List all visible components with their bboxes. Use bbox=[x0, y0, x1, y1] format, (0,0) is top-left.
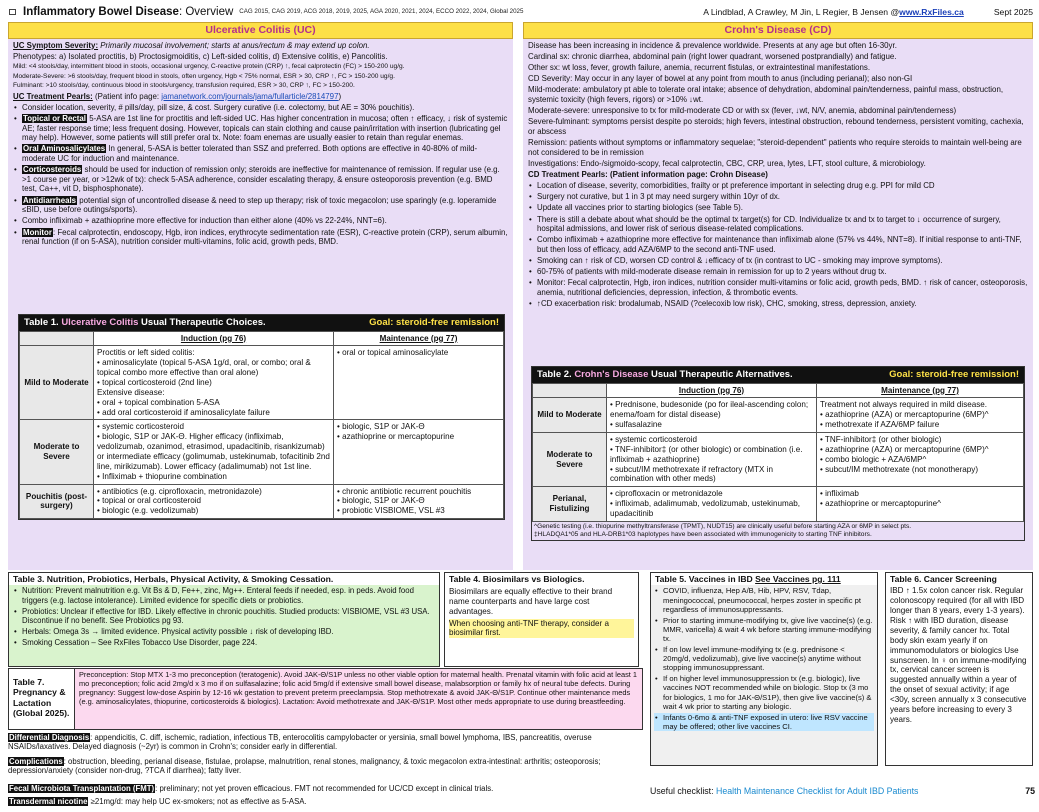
cd-cardinal: Cardinal sx: chronic diarrhea, abdominal pain (right lower quadrant, worsened postprandially) and fatigue. bbox=[528, 51, 897, 61]
table-1-col-maintenance: Maintenance (pg 77) bbox=[334, 331, 504, 346]
uc-pearl-1: • Consider location, severity, # pills/day, pill size, & cost. Surgery curative (i.e. colectomy, but AE = 30% pouchitis). bbox=[13, 103, 508, 113]
header-date: Sept 2025 bbox=[993, 6, 1033, 17]
cd-bullet: • Update all vaccines prior to starting biologics (see Table 5). bbox=[528, 203, 1028, 213]
page-header bbox=[8, 3, 1033, 21]
table-5-item: • Prior to starting immune-modifying tx, give live vaccine(s) (e.g. MMR, varicella) & wait 4 wk before starting immune-modifying tx. bbox=[654, 616, 874, 644]
table-3-item: • Smoking Cessation – See RxFiles Tobacco Use Disorder, page 224. bbox=[13, 638, 435, 648]
cd-bullet: • Location of disease, severity, comorbidities, frailty or pt preference important in selecting drug e.g. PPI for mild CD bbox=[528, 181, 1028, 191]
table-row: Mild to Moderate Proctitis or left sided colitis: • aminosalicylate (topical 5-ASA 1g/d, oral, or combo; oral & topical combo more effective than oral alone) • topical corticosteroid (2nd line) Extensive disease: • oral + topical combination 5-ASA • add oral corticosteroid if aminosalicylate failure • oral or topical aminosalicylate bbox=[20, 346, 504, 420]
cd-investigations: Investigations: Endo-/sigmoido-scopy, fecal calprotectin, CBC, CRP, urea, lytes, LFT, stool culture, & microbiology. bbox=[528, 158, 926, 168]
cd-modsev: Moderate-severe: unresponsive to tx for mild-moderate CD or with sx (fever, ↓wt, N/V, anemia, abdominal pain/tenderness) bbox=[528, 106, 957, 116]
table-row: Perianal, Fistulizing • ciprofloxacin or metronidazole • infliximab, adalimumab, vedolizumab, ustekinumab, upadacitinib • infliximab • azathioprine or mercaptopurine^ bbox=[533, 487, 1024, 522]
table-7 bbox=[8, 668, 643, 730]
cd-pearls: CD Treatment Pearls: (Patient information page: Crohn Disease) bbox=[528, 169, 768, 179]
table-6-text: IBD ↑ 1.5x colon cancer risk. Regular colonoscopy required (for all with IBD longer than 8 years, every 1-3 years). Risk ↑ with IBD duration, disease severity, & family cancer hx. Total body skin exam yearly if on immunomodulators or biologics Use sunscreen. In ♀ on immune-modifying tx, cervical cancer screen is suggested annually within a year of the onset of sexual activity; if age <30y, screen annually x 3 consecutive years before increasing to every 3 years. bbox=[890, 586, 1027, 724]
uc-severity: UC Symptom Severity: Primarily mucosal involvement; starts at anus/rectum & may extend up colon. bbox=[13, 40, 370, 50]
table-3-title: Table 3. Nutrition, Probiotics, Herbals, Physical Activity, & Smoking Cessation. bbox=[9, 573, 439, 585]
page-number: 75 bbox=[1025, 786, 1035, 796]
cd-section bbox=[523, 22, 1033, 570]
fmt: Fecal Microbiota Transplantation (FMT): preliminary; not yet proven efficacious. FMT not recommended for UC/CD except in clinical trials. bbox=[9, 784, 494, 793]
table-2-note-2: ‡HLADQA1*05 and HLA-DRB1*03 haplotypes have been associated with immunogenicity to starting TNF inhibitors. bbox=[534, 530, 872, 538]
table-2 bbox=[531, 366, 1025, 541]
table-row: Moderate to Severe • systemic corticosteroid • TNF-inhibitor‡ (or other biologic) or combination (i.e. infliximab + azathioprine) • subcut/IM methotrexate if refractory (MTX in combination with other meds) • TNF-inhibitor‡ (or other biologic) • azathioprine (AZA) or mercaptopurine (6MP)^ • combo biologic + AZA/6MP^ • subcut/IM methotrexate (not monotherapy) bbox=[533, 433, 1024, 487]
complications: Complications: obstruction, bleeding, perianal disease, fistulae, prolapse, malnutrition, renal stones, malignancy, & toxic megacolon extra-intestinal: arthritis; osteoporosis; depression/anxiety (consider non-drug, ?TCA if diarrhea); fatty liver. bbox=[8, 757, 601, 776]
table-4-highlight: When choosing anti-TNF therapy, consider a biosimilar first. bbox=[449, 619, 634, 639]
cd-title: Crohn's Disease (CD) bbox=[523, 22, 1033, 39]
cd-other: Other sx: wt loss, fever, growth failure, anemia, recurrent fistulas, or extraintestinal manifestations. bbox=[528, 63, 871, 73]
table-4-title: Table 4. Biosimilars vs Biologics. bbox=[445, 573, 638, 585]
header-citations: CAG 2015, CAG 2019, ACG 2018, 2019, 2025, AGA 2020, 2021, 2024, ECCO 2022, 2024, Global 2025 bbox=[239, 8, 524, 16]
table-5 bbox=[650, 572, 878, 766]
differential-diagnosis: Differential Diagnosis: appendicitis, C. diff, ischemic, radiation, infectious TB, enterocolitis campylobacter or yersinia, small bowel lymphoma, IBS, pancreatitis, overuse NSAIDs/laxatives. Delayed diagnosis (~2yr) is common in Crohn's; consider early in differential. bbox=[8, 733, 592, 752]
table-6-title: Table 6. Cancer Screening bbox=[886, 573, 1032, 585]
table-3-item: • Herbals: Omega 3s → limited evidence. Physical activity possible ↓ risk of developing IBD. bbox=[13, 627, 435, 637]
transdermal-nicotine: Transdermal nicotine ≥21mg/d: may help UC ex-smokers; not as effective as 5-ASA. bbox=[9, 797, 307, 806]
table-7-side-label: Table 7. Pregnancy & Lactation (Global 2025). bbox=[9, 669, 75, 729]
uc-pearl-5: • Antidiarrheals potential sign of uncontrolled disease & need to step up therapy; risk of toxic megacolon; use sparingly (e.g. loperamide ≤BID, use before outings/sports). bbox=[13, 196, 508, 215]
table-2-title: Table 2. Crohn's Disease Usual Therapeutic Alternatives. Goal: steroid-free remission! bbox=[532, 367, 1024, 383]
checkbox-icon bbox=[9, 9, 16, 15]
uc-pearl-2: • Topical or Rectal 5-ASA are 1st line for proctitis and left-sided UC. Has higher concentration in mucosa; often ↑ efficacy, ↓ risk of systemic AE; faster response time; less frequent dosing. However, topicals can stain clothing and cause pain/irritation with insertion (lubricating gel may help). However, some patients will still prefer oral tx. Note: foam enemas are usually easier to retain than regular enemas. bbox=[13, 114, 508, 143]
table-1 bbox=[18, 314, 505, 520]
cd-bullet: • ↑CD exacerbation risk: brodalumab, NSAID (?celecoxib low risk), CHC, smoking, stress, depression, anxiety. bbox=[528, 299, 1028, 309]
cd-bullet: • Monitor: Fecal calprotectin, Hgb, iron indices, nutrition consider multi-vitamins or folic acid, growth peds, BMD. ↑ risk of cancer, osteoporosis, anemia, nutritional deficiencies, depression, infection, & thrombotic events. bbox=[528, 278, 1028, 297]
uc-fulminant: Fulminant: >10 stools/day, continuous blood in stools/urgency, transfusion required, ESR > 30, CRP ↑, FC > 150-200. bbox=[13, 82, 355, 90]
cd-remission: Remission: patients without symptoms or inflammatory sequelae; "steroid-dependent" patients who require steroids to maintain well-being are not considered to be in remission bbox=[528, 138, 1022, 157]
table-4-text: Biosimilars are equally effective to their brand name counterparts and have large cost advantages. bbox=[449, 587, 613, 617]
header-authors: A Lindblad, A Crawley, M Jin, L Regier, B Jensen @www.RxFiles.ca bbox=[703, 6, 964, 17]
table-5-title: Table 5. Vaccines in IBD See Vaccines pg. 111 bbox=[651, 573, 877, 585]
site-link[interactable]: www.RxFiles.ca bbox=[899, 6, 964, 17]
table-5-item: • COVID, influenza, Hep A/B, Hib, HPV, RSV, Tdap, meningococcal, pneumococcal, herpes zoster in specific pt regardless of immunosuppressants. bbox=[654, 586, 874, 614]
cd-bullet: • 60-75% of patients with mild-moderate disease remain in remission for up to 2 years without drug tx. bbox=[528, 267, 1028, 277]
table-row: Mild to Moderate • Prednisone, budesonide (po for ileal-ascending colon; enema/foam for distal disease) • sulfasalazine Treatment not always required in mild disease. • azathioprine (AZA) or mercaptopurine (6MP)^ • methotrexate if AZA/6MP failure bbox=[533, 398, 1024, 433]
cd-sevful: Severe-fulminant: symptoms persist despite po steroids; high fevers, intestinal obstruction, rebound tenderness, persistent vomiting, cachexia, or abscess bbox=[528, 117, 1024, 136]
table-4 bbox=[444, 572, 639, 667]
uc-phenotypes: Phenotypes: a) Isolated proctitis, b) Proctosigmoiditis, c) Left-sided colitis, d) Extensive colitis, e) Pancolitis. bbox=[13, 51, 388, 61]
checklist-link[interactable]: Health Maintenance Checklist for Adult IBD Patients bbox=[716, 786, 919, 796]
cd-bullet: • Smoking can ↑ risk of CD, worsen CD control & ↓efficacy of tx (in contrast to UC - smoking may improve symptoms). bbox=[528, 256, 1028, 266]
uc-pearl-3: • Oral Aminosalicylates In general, 5-ASA is better tolerated than SSZ and preferred. Both options are effective in 40-80% of mild-moderate UC for induction and maintenance. bbox=[13, 144, 508, 163]
table-5-item: • If on higher level immunosuppression tx (e.g. biologic), live vaccines NOT recommended while on biologic. Stop tx (3 mo for biologics, 1 mo for JAK-Θ/S1P), then give live vaccine(s) & wait 4 wk prior to starting any biologic. bbox=[654, 674, 874, 711]
table-3-item: • Nutrition: Prevent malnutrition e.g. Vit Bs & D, Fe++, zinc, Mg++. Enteral feeds if needed, esp. in peds. Avoid food triggers (e.g. lactose intolerance). Limited evidence for specific diets or probiotics. bbox=[13, 586, 435, 605]
cd-bullet: • There is still a debate about what should be the optimal tx target(s) for CD. Individualize tx and tx to target to ↓ occurrence of surgery, hospital admissions, and lower risk of serious disease-related complications. bbox=[528, 215, 1028, 234]
uc-pearls: UC Treatment Pearls: (Patient info page: jamanetwork.com/journals/jama/fullarticle/2814797) bbox=[13, 91, 342, 101]
table-7-text: Preconception: Stop MTX 1-3 mo preconception (teratogenic). Avoid JAK-Θ/S1P unless no other viable option for maternal health. Prenatal vitamin with folic acid at least 1 mo preconception; folic acid 2mg/d x 3 mo if on sulfasalazine; folic acid 5mg/d if extensive small bowel disease, malabsorption or family hx of neural tube defects. During pregnancy: Suggest low-dose Aspirin by 12-16 wk gestation to prevent preterm preeclampsia. Stop methotrexate & avoid JAK-Θ/S1P. Continue other maintenance meds (e.g. aminosalicylates, thiopurine, corticosteroids & biologics). Lactation: Avoid methotrexate and JAK-Θ/S1P. Most other meds appropriate to use during breastfeeding. bbox=[79, 670, 638, 706]
table-2-col-maintenance: Maintenance (pg 77) bbox=[817, 383, 1024, 398]
table-3 bbox=[8, 572, 440, 667]
table-row: Moderate to Severe • systemic corticosteroid • biologic, S1P or JAK-Θ. Higher efficacy (infliximab, vedolizumab, ozanimod, etrasimod, upadacitinib, risankizumab) or intermediate efficacy (golimumab, ustekinumab, tofacitinib 2nd line, mirikizumab). Lower efficacy (adalimumab) not 1st line. • Infliximab + thiopurine combination • biologic, S1P or JAK-Θ • azathioprine or mercaptopurine bbox=[20, 420, 504, 484]
cd-bullet: • Combo infliximab + azathioprine more effective for maintenance than infliximab alone (57% vs 44%, NNT=8). If initial response to anti-TNF, but then loss of efficacy, add AZA/6MP to the second anti-TNF used. bbox=[528, 235, 1028, 254]
table-1-title: Table 1. Ulcerative Colitis Usual Therapeutic Choices. Goal: steroid-free remission! bbox=[19, 315, 504, 331]
table-5-item: • Infants 0-6mo & anti-TNF exposed in utero: live RSV vaccine may be offered; other live vaccines CI. bbox=[654, 713, 874, 732]
table-6 bbox=[885, 572, 1033, 766]
table-2-note-1: ^Genetic testing (i.e. thiopurine methyltransferase (TPMT), NUDT15) are clinically useful before starting AZA or 6MP in select pts. bbox=[534, 522, 912, 530]
table-5-item: • If on low level immune-modifying tx (e.g. prednisone < 20mg/d, vedolizumab), give live vaccine(s) anytime without stopping immunosuppressant. bbox=[654, 645, 874, 673]
page-title: Inflammatory Bowel Disease: Overview bbox=[23, 5, 234, 18]
uc-pearl-7: • Monitor: Fecal calprotectin, endoscopy, Hgb, iron indices, erythrocyte sedimentation rate (ESR), C-reactive protein (CRP), serum albumin, renal function (if on 5-ASA), nutrition consider multi-vitamins, folic acid, growth peds, BMD. bbox=[13, 228, 508, 247]
cd-severity: CD Severity: May occur in any layer of bowel at any point from mouth to anus (including perianal); also non-GI bbox=[528, 74, 913, 84]
table-row: Pouchitis (post-surgery) • antibiotics (e.g. ciprofloxacin, metronidazole) • topical or oral corticosteroid • biologic (e.g. vedolizumab) • chronic antibiotic recurrent pouchitis • biologic, S1P or JAK-Θ • probiotic VISBIOME, VSL #3 bbox=[20, 484, 504, 519]
uc-pearl-4: • Corticosteroids should be used for induction of remission only; steroids are ineffective for maintenance of remission. If regular use (e.g. >1 course per year, or >12wk of tx): check 5-ASA adherence, consider escalating therapy, & ensure osteoporosis prevention (e.g. BMD test, Ca++, vit D, bisphosphonate). bbox=[13, 165, 508, 194]
cd-intro: Disease has been increasing in incidence & prevalence worldwide. Presents at any age but often 16-30yr. bbox=[528, 40, 897, 50]
vaccines-link[interactable]: See Vaccines pg. 111 bbox=[755, 574, 841, 584]
table-3-item: • Probiotics: Unclear if effective for IBD. Likely effective in chronic pouchitis. Studied products: VISBIOME, VSL #3 USA. Discontinue if no benefit. See Probiotics pg 93. bbox=[13, 607, 435, 626]
cd-bullet: • Surgery not curative, but 1 in 3 pt may need surgery within 10yr of dx. bbox=[528, 192, 1028, 202]
table-1-col-induction: Induction (pg 76) bbox=[94, 331, 334, 346]
uc-pearl-6: • Combo infliximab + azathioprine more effective for induction than either alone (40% vs 22-24%, NNT=6). bbox=[13, 216, 508, 226]
footer bbox=[650, 786, 1035, 797]
uc-title: Ulcerative Colitis (UC) bbox=[8, 22, 513, 39]
uc-modsev: Moderate-Severe: >6 stools/day, frequent blood in stools, often urgency, Hgb < 75% normal, ESR > 30, CRP ↑, FC > 150-200 ug/g. bbox=[13, 72, 395, 80]
uc-patient-link[interactable]: jamanetwork.com/journals/jama/fullarticle/2814797 bbox=[161, 91, 339, 101]
checklist-label: Useful checklist: bbox=[650, 786, 714, 796]
cd-mildmod: Mild-moderate: ambulatory pt able to tolerate oral intake; absence of dehydration, abdominal pain/tenderness, painful mass, obstruction, systemic toxicity (high fevers, rigors) or >10% ↓wt. bbox=[528, 85, 1004, 104]
table-2-col-induction: Induction (pg 76) bbox=[607, 383, 817, 398]
uc-mild: Mild: <4 stools/day, intermittent blood in stools, occasional urgency, C-reactive protein (CRP) ↑, fecal calprotectin (FC) > 150-200 ug/g. bbox=[13, 63, 405, 71]
uc-section bbox=[8, 22, 513, 570]
